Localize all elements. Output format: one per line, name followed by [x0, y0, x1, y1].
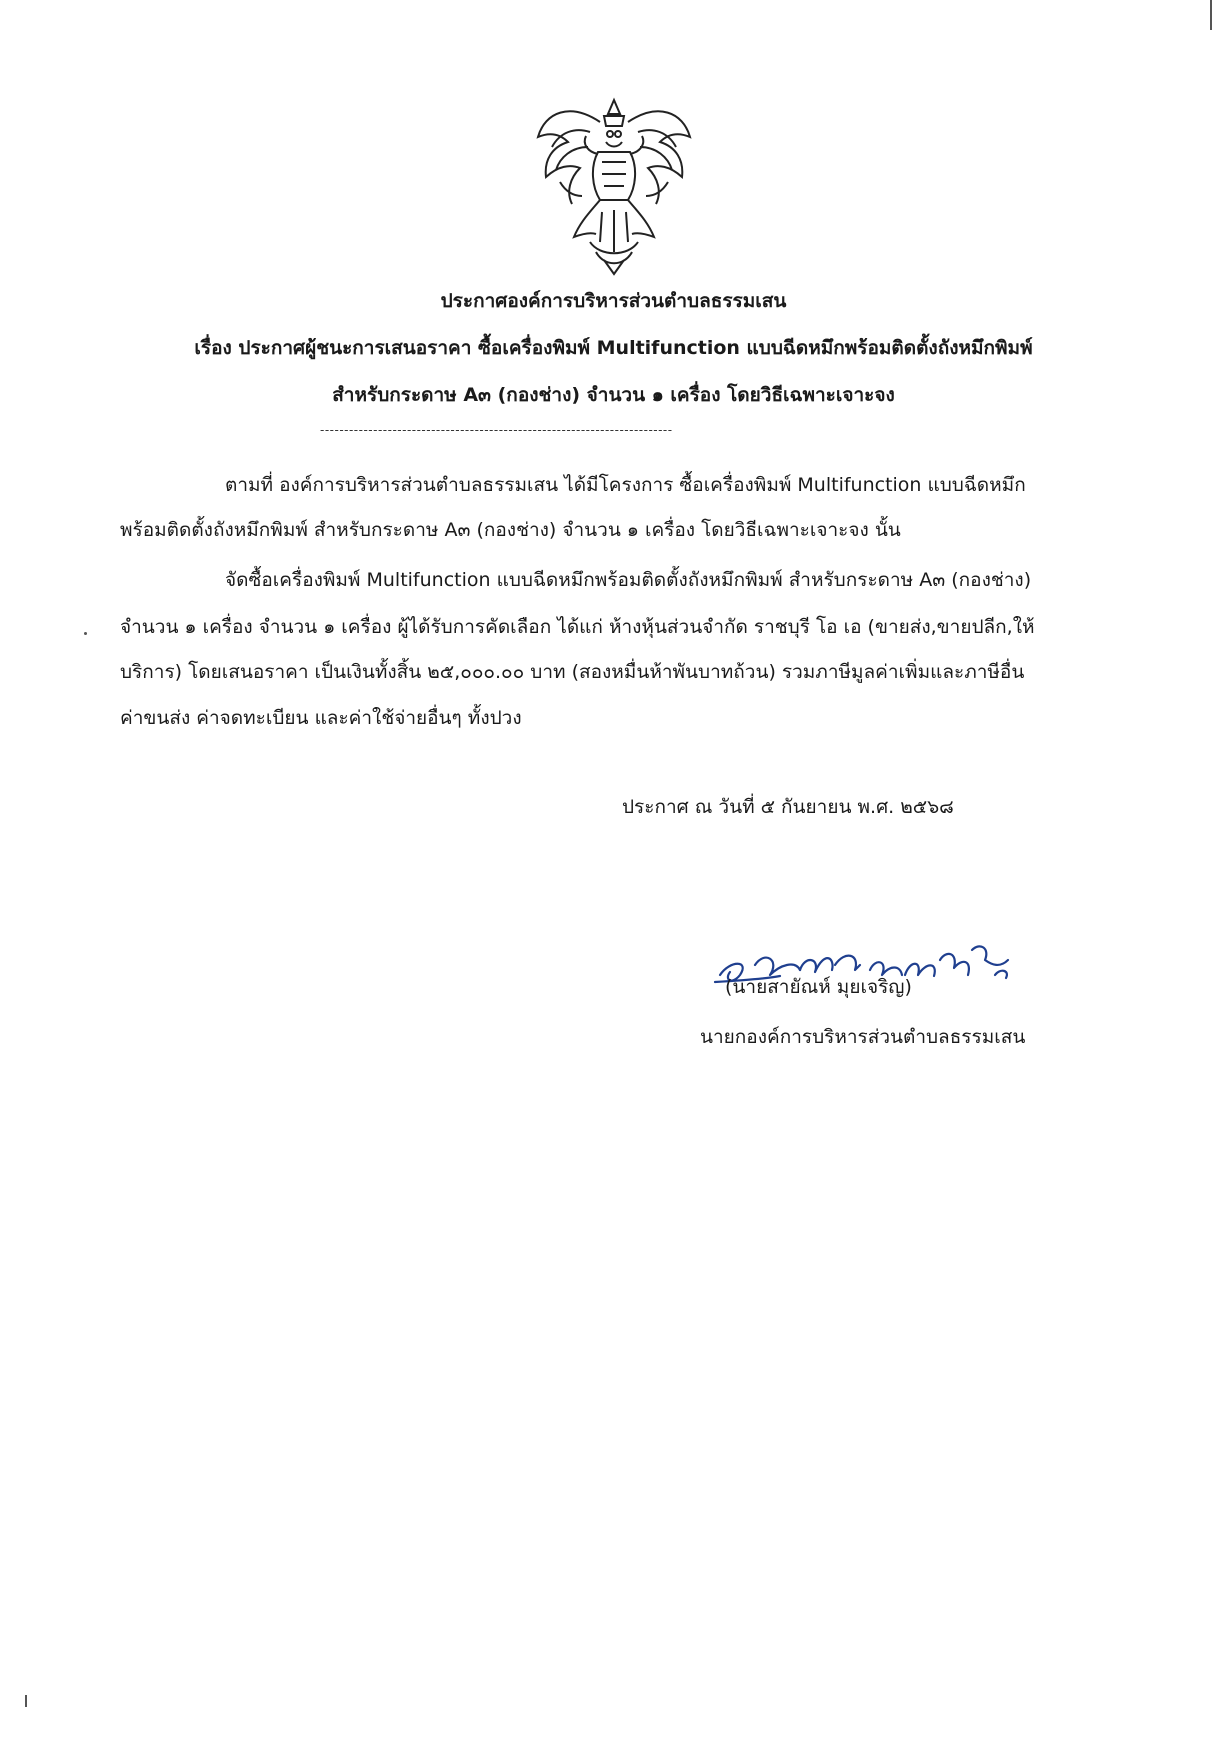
subject-line-1: เรื่อง ประกาศผู้ชนะการเสนอราคา ซื้อเครื่องพิมพ์ Multifunction แบบฉีดหมึกพร้อมติดตั้งถังหมึกพิมพ์: [194, 337, 1033, 359]
garuda-emblem-icon: [530, 92, 698, 277]
separator-line: -------------------------------------------------------------------------: [320, 423, 673, 437]
para2-line2: จำนวน ๑ เครื่อง จำนวน ๑ เครื่อง ผู้ได้รับการคัดเลือก ได้แก่ ห้างหุ้นส่วนจำกัด ราชบุรี โอ เอ (ขายส่ง,ขายปลีก,ให้: [120, 616, 1035, 638]
signatory-position: นายกองค์การบริหารส่วนตำบลธรรมเสน: [700, 1026, 1026, 1048]
para1-line2: พร้อมติดตั้งถังหมึกพิมพ์ สำหรับกระดาษ A๓ (กองช่าง) จำนวน ๑ เครื่อง โดยวิธีเฉพาะเจาะจง นั้น: [120, 519, 901, 541]
scan-edge: [1210, 0, 1212, 30]
announce-date: ประกาศ ณ วันที่ ๕ กันยายน พ.ศ. ๒๕๖๘: [622, 796, 954, 818]
para2-line4: ค่าขนส่ง ค่าจดทะเบียน และค่าใช้จ่ายอื่นๆ ทั้งปวง: [120, 707, 522, 729]
announcement-title: ประกาศองค์การบริหารส่วนตำบลธรรมเสน: [440, 290, 787, 312]
para2-line1: จัดซื้อเครื่องพิมพ์ Multifunction แบบฉีดหมึกพร้อมติดตั้งถังหมึกพิมพ์ สำหรับกระดาษ A๓ (กองช่าง): [225, 569, 1032, 591]
signatory-name: (นายสายัณห์ มุยเจริญ): [725, 976, 912, 998]
scan-speck: [25, 1695, 27, 1707]
para1-line1: ตามที่ องค์การบริหารส่วนตำบลธรรมเสน ได้มีโครงการ ซื้อเครื่องพิมพ์ Multifunction แบบฉีดหมึก: [225, 474, 1026, 496]
scan-speck: [84, 632, 87, 635]
subject-line-2: สำหรับกระดาษ A๓ (กองช่าง) จำนวน ๑ เครื่อง โดยวิธีเฉพาะเจาะจง: [332, 384, 895, 406]
para2-line3: บริการ) โดยเสนอราคา เป็นเงินทั้งสิ้น ๒๕,๐๐๐.๐๐ บาท (สองหมื่นห้าพันบาทถ้วน) รวมภาษีมูลค่าเพิ่มและภาษีอื่น: [120, 661, 1025, 683]
